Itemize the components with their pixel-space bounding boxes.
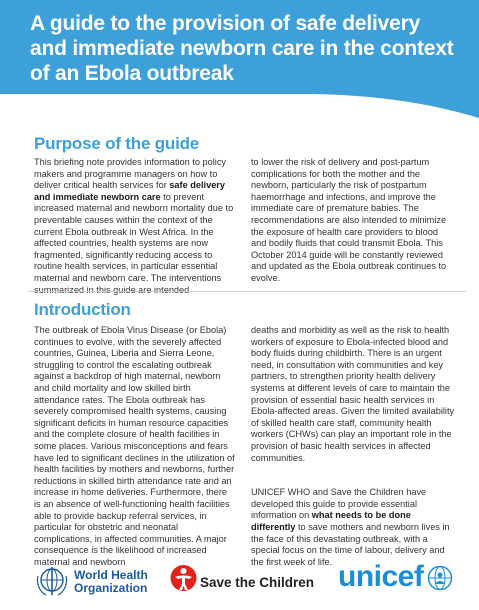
purpose-heading: Purpose of the guide bbox=[34, 134, 200, 153]
intro-text-1: The outbreak of Ebola Virus Disease (or Ebola) continues to evolve, with the severely affected countries, Guinea, Liberia and Sierra Leone, struggling to control the escalating outbreak against a backdrop of high maternal, newborn and child mortality and low skilled birth attendance rates. The Ebola outbreak has severely compromised health systems, causing significant deficits in human resource capacities and the complete closure of health facilities in some places. Various misconceptions and fears have led to significant declines in the utilization of health facilities by mothers and newborns, further reductions in skilled birth attendance rate and an increase in home deliveries. Furthermore, there is an absence of well-functioning health facilities able to provide backup referral services, in particular for obstetric and neonatal complications, in affected communities. A major consequence is the likelihood of increased maternal and newborn bbox=[34, 325, 235, 567]
purpose-text-1: This briefing note provides information to policy makers and programme managers on how to deliver critical health services for bbox=[34, 157, 227, 191]
purpose-emphasis: safe delivery and immediate newborn care bbox=[34, 180, 225, 202]
intro-right-column bbox=[251, 325, 456, 568]
purpose-left-column bbox=[34, 157, 236, 296]
purpose-right-column bbox=[251, 157, 453, 285]
intro-text-3: UNICEF WHO and Save the Children have developed this guide to provide essential information on bbox=[251, 487, 427, 521]
who-line-1: World Health bbox=[74, 568, 148, 582]
purpose-text-2: to prevent increased maternal and newborn mortality due to preventable causes within the context of the current Ebola outbreak in West Africa. In the affected countries, health systems are now fragmented, significantly reducing access to routine health services, in particular essential maternal and newborn care. The interventions summarized in this guide are intended bbox=[34, 191, 234, 295]
intro-text-2: deaths and morbidity as well as the risk to health workers of exposure to Ebola-infected blood and body fluids during childbirth. There is an urgent need, in consultation with communities and key partners, to strengthen priority health delivery systems at different levels of care to maintain the provision of essential basic health services in Ebola-affected areas. Given the limited availability of skilled health care staff, community health workers (CHWs) can play an important role in the provision of basic health services in affected communities. bbox=[251, 325, 455, 463]
document-title: A guide to the provision of safe delivery and immediate newborn care in the context of an Ebola outbreak bbox=[30, 12, 454, 85]
intro-text-4: to save mothers and newborn lives in the face of this devastating outbreak, with a special focus on the time of labour, delivery and the first week of life. bbox=[251, 521, 450, 567]
unicef-logo-text: unicef bbox=[338, 560, 424, 593]
who-logo-text bbox=[74, 569, 148, 595]
title-banner bbox=[0, 0, 479, 118]
introduction-heading: Introduction bbox=[34, 300, 131, 319]
unicef-emblem-icon bbox=[427, 565, 453, 591]
intro-emphasis: what needs to be done differently bbox=[251, 510, 411, 532]
section-divider bbox=[28, 291, 466, 292]
who-line-2: Organization bbox=[74, 581, 148, 595]
save-the-children-logo-text: Save the Children bbox=[200, 575, 315, 590]
intro-left-column bbox=[34, 325, 236, 568]
save-the-children-emblem-icon bbox=[170, 563, 197, 593]
purpose-text-3: to lower the risk of delivery and post-partum complications for both the mother and the newborn, particularly the risk of postpartum haemorrhage and infections, and improve the immediate care of premature babies. The recommendations are also intended to minimize the exposure of health care providers to blood and bodily fluids that could transmit Ebola. This October 2014 guide will be constantly reviewed and updated as the Ebola outbreak continues to evolve. bbox=[251, 157, 447, 283]
who-emblem-icon bbox=[34, 564, 70, 598]
